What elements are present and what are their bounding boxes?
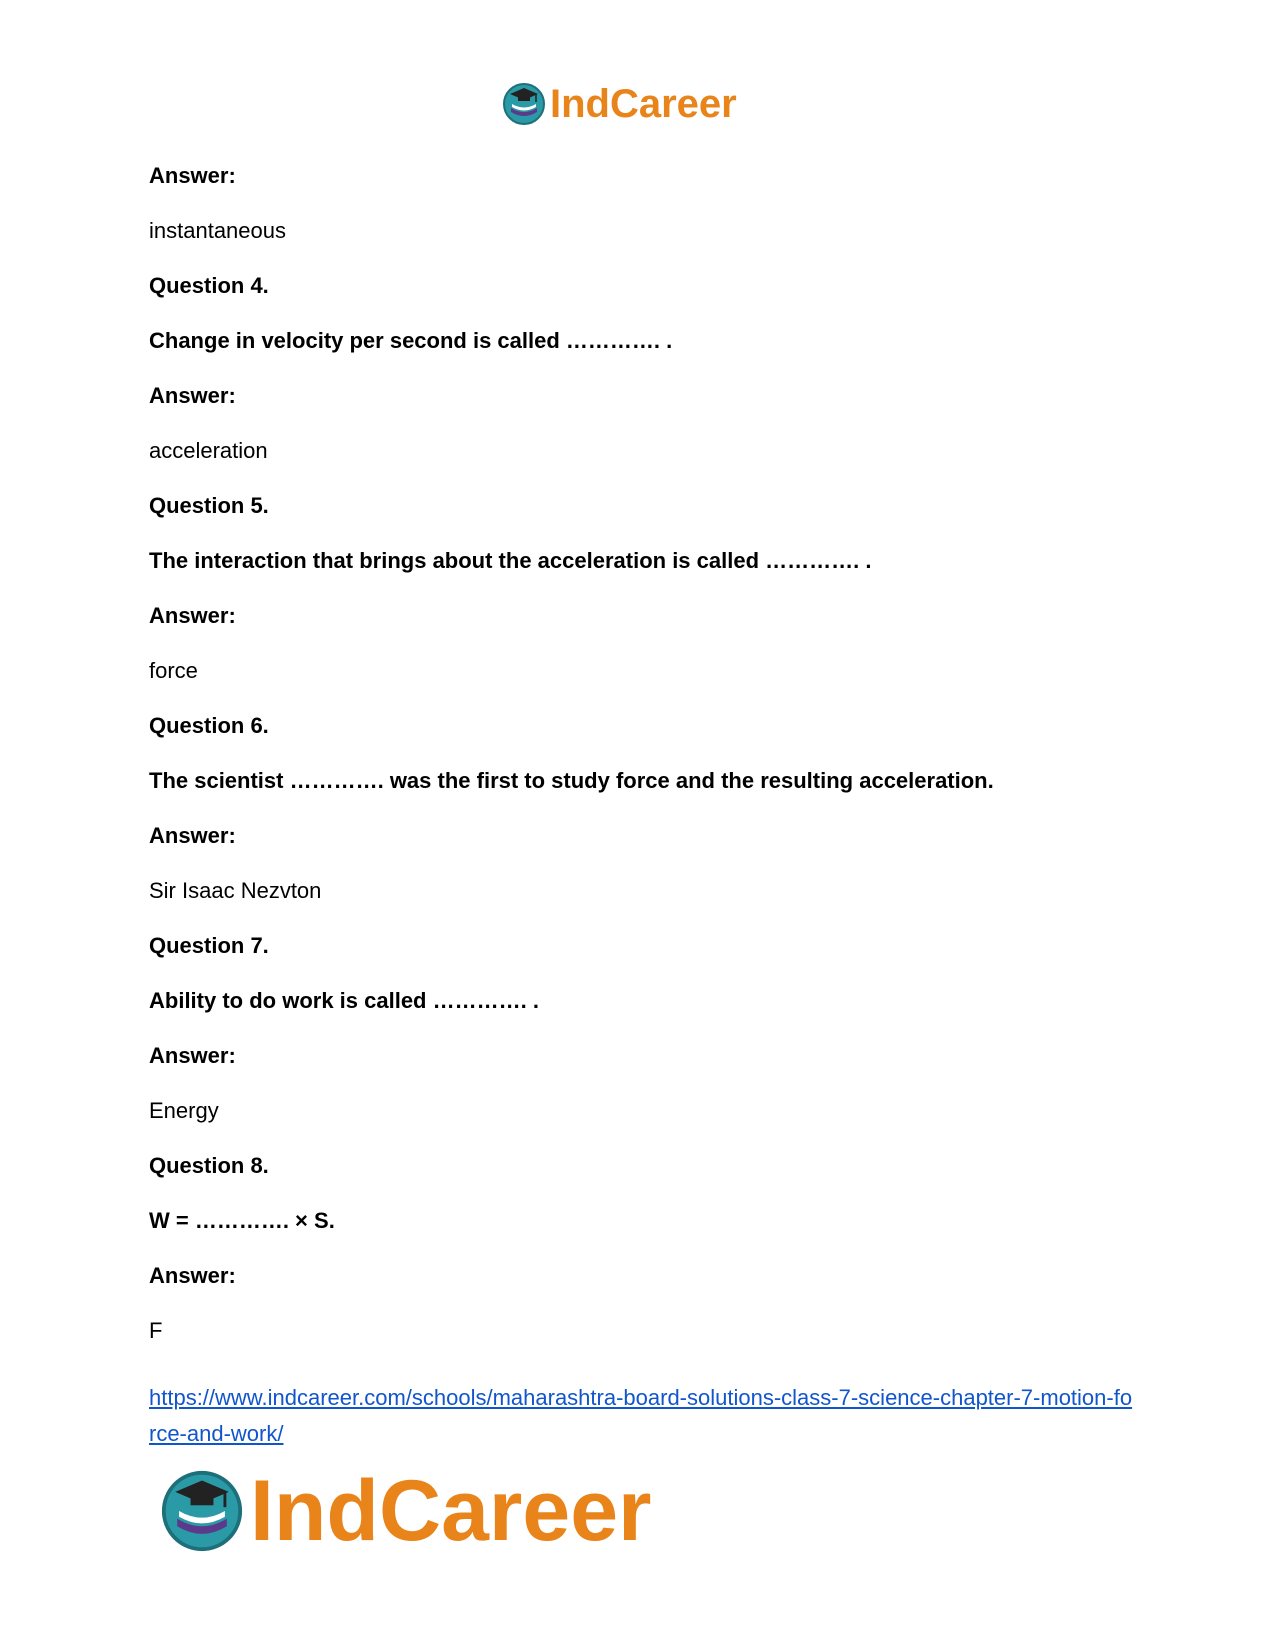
header-logo-text: IndCareer	[550, 82, 737, 126]
question-text: Change in velocity per second is called …………. .	[149, 327, 673, 353]
answer-text: instantaneous	[149, 217, 286, 243]
answer-label: Answer:	[149, 162, 236, 188]
question-number: Question 7.	[149, 932, 269, 958]
question-text: Ability to do work is called …………. .	[149, 987, 539, 1013]
answer-label: Answer:	[149, 602, 236, 628]
source-url-link[interactable]: https://www.indcareer.com/schools/maharashtra-board-solutions-class-7-science-chapter-7-motion-force-and-work/	[149, 1385, 1133, 1446]
question-number: Question 4.	[149, 272, 269, 298]
qa-content	[149, 148, 1129, 1358]
answer-label: Answer:	[149, 1262, 236, 1288]
footer-logo	[160, 1465, 652, 1557]
question-text: The interaction that brings about the acceleration is called …………. .	[149, 547, 872, 573]
answer-text: Sir Isaac Nezvton	[149, 877, 322, 903]
answer-text: F	[149, 1317, 163, 1343]
question-number: Question 5.	[149, 492, 269, 518]
answer-label: Answer:	[149, 382, 236, 408]
graduation-globe-icon	[160, 1469, 244, 1553]
answer-text: acceleration	[149, 437, 268, 463]
answer-label: Answer:	[149, 822, 236, 848]
header-logo	[502, 78, 737, 130]
graduation-globe-icon	[502, 82, 546, 126]
answer-label: Answer:	[149, 1042, 236, 1068]
answer-text: Energy	[149, 1097, 219, 1123]
footer-logo-text: IndCareer	[250, 1463, 652, 1559]
question-text: The scientist …………. was the first to study force and the resulting acceleration.	[149, 767, 994, 793]
question-number: Question 6.	[149, 712, 269, 738]
answer-text: force	[149, 657, 198, 683]
question-text: W = …………. × S.	[149, 1207, 335, 1233]
question-number: Question 8.	[149, 1152, 269, 1178]
